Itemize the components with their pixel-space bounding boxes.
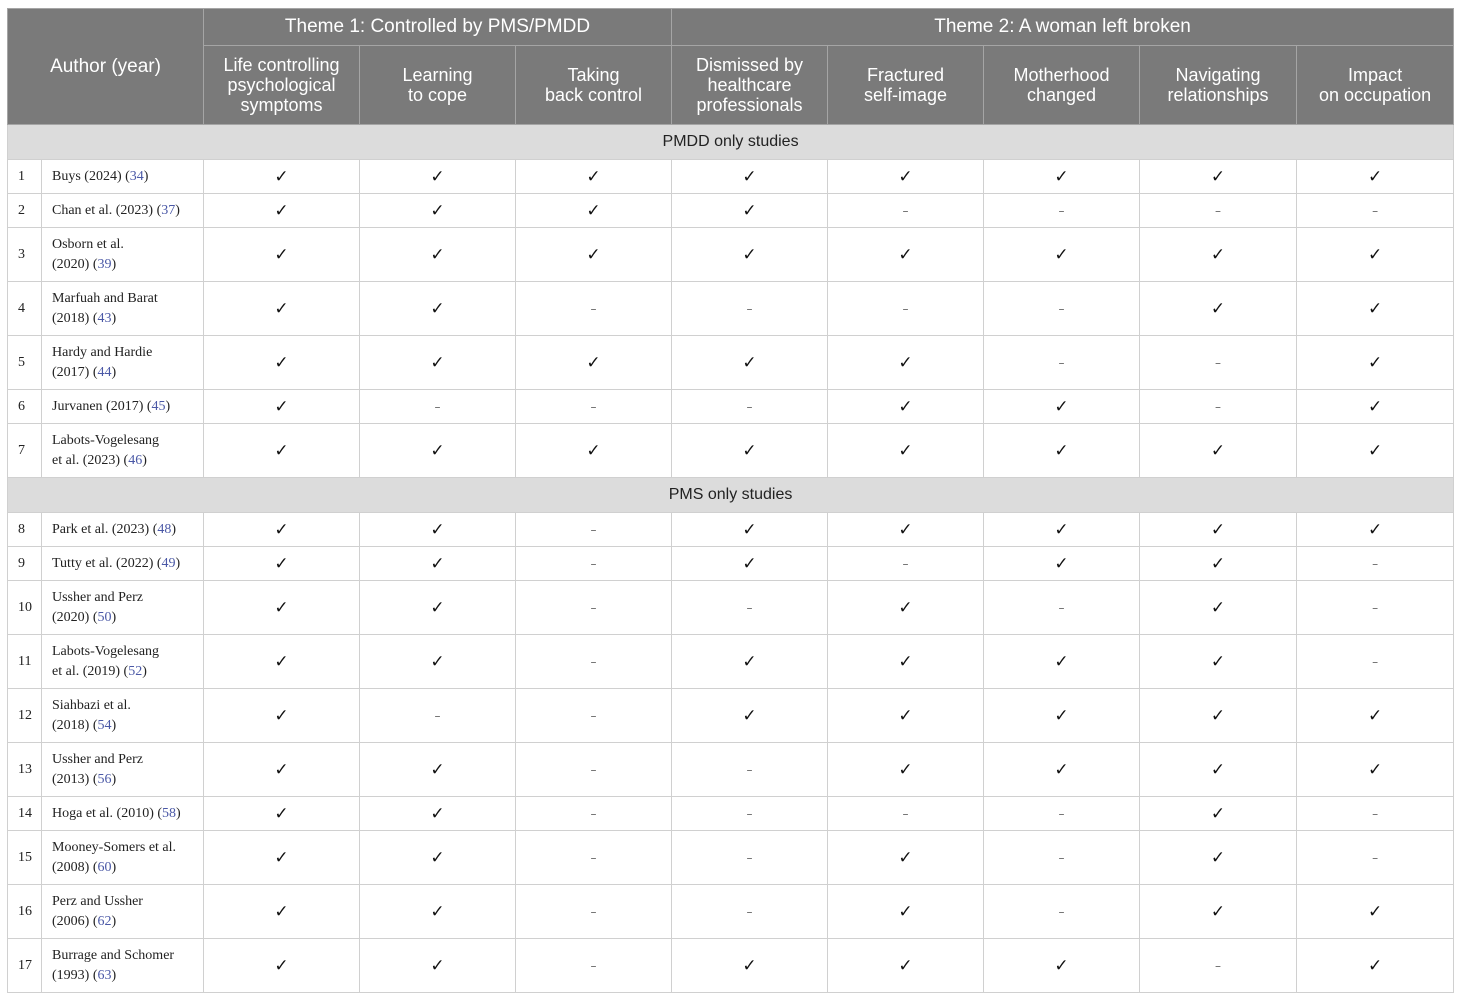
table-row <box>8 228 1454 282</box>
reference-link[interactable]: 58 <box>162 805 177 821</box>
subtheme-header: Learning to cope <box>360 46 516 125</box>
author-cell: Labots-Vogelesang et al. (2023) (46) <box>42 424 204 478</box>
check-mark-icon: ✓ <box>1297 228 1454 282</box>
check-mark-icon: ✓ <box>360 160 516 194</box>
check-mark-icon: ✓ <box>1297 282 1454 336</box>
author-cell: Tutty et al. (2022) (49) <box>42 547 204 581</box>
author-text: Ussher and Perz <box>52 589 143 605</box>
check-mark-icon: ✓ <box>516 336 672 390</box>
dash-mark: – <box>1297 831 1454 885</box>
row-number: 16 <box>8 885 42 939</box>
dash-mark: – <box>516 635 672 689</box>
author-text: Tutty et al. (2022) <box>52 555 154 571</box>
check-mark-icon: ✓ <box>204 424 360 478</box>
author-text: Park et al. (2023) <box>52 521 150 537</box>
dash-mark: – <box>828 547 984 581</box>
check-mark-icon: ✓ <box>984 689 1140 743</box>
check-mark-icon: ✓ <box>204 282 360 336</box>
author-year-header: Author (year) <box>8 9 204 125</box>
author-cell: Jurvanen (2017) (45) <box>42 390 204 424</box>
author-cell: Hoga et al. (2010) (58) <box>42 797 204 831</box>
check-mark-icon: ✓ <box>1297 513 1454 547</box>
table-row <box>8 547 1454 581</box>
reference-link[interactable]: 43 <box>97 310 112 326</box>
check-mark-icon: ✓ <box>204 831 360 885</box>
table-row <box>8 797 1454 831</box>
subtheme-header: Fractured self-image <box>828 46 984 125</box>
check-mark-icon: ✓ <box>828 390 984 424</box>
row-number: 9 <box>8 547 42 581</box>
check-mark-icon: ✓ <box>204 336 360 390</box>
dash-mark: – <box>984 831 1140 885</box>
dash-mark: – <box>516 390 672 424</box>
reference-link[interactable]: 45 <box>151 398 166 414</box>
check-mark-icon: ✓ <box>672 689 828 743</box>
author-text: et al. (2019) <box>52 663 121 679</box>
dash-mark: – <box>828 194 984 228</box>
check-mark-icon: ✓ <box>360 194 516 228</box>
table-row <box>8 336 1454 390</box>
dash-mark: – <box>828 282 984 336</box>
check-mark-icon: ✓ <box>360 797 516 831</box>
dash-mark: – <box>672 743 828 797</box>
author-cell: Chan et al. (2023) (37) <box>42 194 204 228</box>
dash-mark: – <box>516 939 672 993</box>
table-header <box>8 9 1454 125</box>
dash-mark: – <box>1140 194 1297 228</box>
dash-mark: – <box>984 797 1140 831</box>
check-mark-icon: ✓ <box>516 194 672 228</box>
check-mark-icon: ✓ <box>672 160 828 194</box>
author-cell: Mooney-Somers et al. (2008) (60) <box>42 831 204 885</box>
check-mark-icon: ✓ <box>204 547 360 581</box>
author-text: Perz and Ussher <box>52 893 143 909</box>
check-mark-icon: ✓ <box>1140 689 1297 743</box>
check-mark-icon: ✓ <box>360 581 516 635</box>
check-mark-icon: ✓ <box>360 885 516 939</box>
check-mark-icon: ✓ <box>672 513 828 547</box>
row-number: 14 <box>8 797 42 831</box>
dash-mark: – <box>1140 390 1297 424</box>
theme-1-header: Theme 1: Controlled by PMS/PMDD <box>204 9 672 46</box>
check-mark-icon: ✓ <box>516 160 672 194</box>
check-mark-icon: ✓ <box>828 743 984 797</box>
reference-link[interactable]: 34 <box>129 168 144 184</box>
reference-link[interactable]: 56 <box>97 771 112 787</box>
check-mark-icon: ✓ <box>360 513 516 547</box>
subtheme-header: Navigating relationships <box>1140 46 1297 125</box>
check-mark-icon: ✓ <box>204 581 360 635</box>
theme-2-header: Theme 2: A woman left broken <box>672 9 1454 46</box>
reference-link[interactable]: 39 <box>97 256 112 272</box>
dash-mark: – <box>360 689 516 743</box>
table-row <box>8 424 1454 478</box>
row-number: 12 <box>8 689 42 743</box>
author-text: (1993) <box>52 967 90 983</box>
dash-mark: – <box>516 743 672 797</box>
study-theme-table <box>7 8 1454 993</box>
check-mark-icon: ✓ <box>1297 160 1454 194</box>
author-text: Siahbazi et al. <box>52 697 131 713</box>
check-mark-icon: ✓ <box>204 160 360 194</box>
dash-mark: – <box>1297 194 1454 228</box>
check-mark-icon: ✓ <box>1297 424 1454 478</box>
subtheme-header: Taking back control <box>516 46 672 125</box>
reference-link[interactable]: 46 <box>128 452 143 468</box>
check-mark-icon: ✓ <box>828 228 984 282</box>
check-mark-icon: ✓ <box>1140 160 1297 194</box>
reference-link[interactable]: 52 <box>128 663 143 679</box>
dash-mark: – <box>672 390 828 424</box>
check-mark-icon: ✓ <box>1140 282 1297 336</box>
table-row <box>8 390 1454 424</box>
author-cell: Ussher and Perz (2013) (56) <box>42 743 204 797</box>
check-mark-icon: ✓ <box>360 336 516 390</box>
author-cell: Park et al. (2023) (48) <box>42 513 204 547</box>
check-mark-icon: ✓ <box>1140 831 1297 885</box>
check-mark-icon: ✓ <box>204 885 360 939</box>
author-cell: Buys (2024) (34) <box>42 160 204 194</box>
check-mark-icon: ✓ <box>984 635 1140 689</box>
reference-link[interactable]: 49 <box>161 555 176 571</box>
reference-link[interactable]: 62 <box>97 913 112 929</box>
check-mark-icon: ✓ <box>360 743 516 797</box>
check-mark-icon: ✓ <box>828 689 984 743</box>
check-mark-icon: ✓ <box>672 424 828 478</box>
check-mark-icon: ✓ <box>984 743 1140 797</box>
check-mark-icon: ✓ <box>360 939 516 993</box>
section-label: PMS only studies <box>8 478 1454 513</box>
author-text: (2006) <box>52 913 90 929</box>
author-text: Jurvanen (2017) <box>52 398 144 414</box>
check-mark-icon: ✓ <box>984 939 1140 993</box>
check-mark-icon: ✓ <box>1140 743 1297 797</box>
check-mark-icon: ✓ <box>672 635 828 689</box>
reference-link[interactable]: 63 <box>97 967 112 983</box>
check-mark-icon: ✓ <box>360 228 516 282</box>
author-text: Labots-Vogelesang <box>52 643 160 659</box>
reference-link[interactable]: 50 <box>97 609 112 625</box>
reference-link[interactable]: 44 <box>97 364 112 380</box>
check-mark-icon: ✓ <box>828 885 984 939</box>
dash-mark: – <box>516 547 672 581</box>
author-cell: Hardy and Hardie (2017) (44) <box>42 336 204 390</box>
dash-mark: – <box>516 797 672 831</box>
dash-mark: – <box>1297 635 1454 689</box>
table-row <box>8 160 1454 194</box>
check-mark-icon: ✓ <box>1140 228 1297 282</box>
check-mark-icon: ✓ <box>1140 424 1297 478</box>
author-cell: Burrage and Schomer (1993) (63) <box>42 939 204 993</box>
check-mark-icon: ✓ <box>204 228 360 282</box>
check-mark-icon: ✓ <box>204 939 360 993</box>
check-mark-icon: ✓ <box>984 228 1140 282</box>
dash-mark: – <box>828 797 984 831</box>
table-row <box>8 939 1454 993</box>
check-mark-icon: ✓ <box>672 939 828 993</box>
dash-mark: – <box>516 885 672 939</box>
row-number: 3 <box>8 228 42 282</box>
author-cell: Ussher and Perz (2020) (50) <box>42 581 204 635</box>
check-mark-icon: ✓ <box>672 336 828 390</box>
check-mark-icon: ✓ <box>1297 689 1454 743</box>
check-mark-icon: ✓ <box>360 282 516 336</box>
author-text: Mooney-Somers et al. <box>52 839 177 855</box>
author-cell: Siahbazi et al. (2018) (54) <box>42 689 204 743</box>
table-row <box>8 885 1454 939</box>
check-mark-icon: ✓ <box>360 831 516 885</box>
subtheme-header: Life controlling psychological symptoms <box>204 46 360 125</box>
table-row <box>8 743 1454 797</box>
subtheme-header: Dismissed by healthcare professionals <box>672 46 828 125</box>
dash-mark: – <box>1297 581 1454 635</box>
dash-mark: – <box>672 885 828 939</box>
check-mark-icon: ✓ <box>1140 885 1297 939</box>
check-mark-icon: ✓ <box>984 424 1140 478</box>
check-mark-icon: ✓ <box>360 547 516 581</box>
dash-mark: – <box>516 282 672 336</box>
dash-mark: – <box>1297 547 1454 581</box>
check-mark-icon: ✓ <box>516 228 672 282</box>
check-mark-icon: ✓ <box>984 390 1140 424</box>
check-mark-icon: ✓ <box>1140 581 1297 635</box>
author-text: Marfuah and Barat <box>52 290 158 306</box>
author-text: (2020) <box>52 256 90 272</box>
row-number: 11 <box>8 635 42 689</box>
check-mark-icon: ✓ <box>672 194 828 228</box>
dash-mark: – <box>516 513 672 547</box>
author-text: (2020) <box>52 609 90 625</box>
subtheme-header: Motherhood changed <box>984 46 1140 125</box>
dash-mark: – <box>516 581 672 635</box>
check-mark-icon: ✓ <box>204 743 360 797</box>
author-text: Hardy and Hardie <box>52 344 153 360</box>
reference-link[interactable]: 37 <box>161 202 176 218</box>
check-mark-icon: ✓ <box>204 194 360 228</box>
author-text: Chan et al. (2023) <box>52 202 154 218</box>
section-row <box>8 125 1454 160</box>
row-number: 6 <box>8 390 42 424</box>
dash-mark: – <box>984 194 1140 228</box>
row-number: 1 <box>8 160 42 194</box>
dash-mark: – <box>360 390 516 424</box>
table-row <box>8 635 1454 689</box>
dash-mark: – <box>516 831 672 885</box>
study-theme-table-container <box>7 8 1453 993</box>
check-mark-icon: ✓ <box>1297 885 1454 939</box>
check-mark-icon: ✓ <box>828 160 984 194</box>
check-mark-icon: ✓ <box>360 635 516 689</box>
check-mark-icon: ✓ <box>828 424 984 478</box>
check-mark-icon: ✓ <box>204 797 360 831</box>
dash-mark: – <box>672 797 828 831</box>
dash-mark: – <box>516 689 672 743</box>
check-mark-icon: ✓ <box>204 390 360 424</box>
author-text: Burrage and Schomer <box>52 947 175 963</box>
check-mark-icon: ✓ <box>204 689 360 743</box>
check-mark-icon: ✓ <box>516 424 672 478</box>
check-mark-icon: ✓ <box>984 513 1140 547</box>
author-text: (2013) <box>52 771 90 787</box>
table-row <box>8 194 1454 228</box>
table-row <box>8 581 1454 635</box>
check-mark-icon: ✓ <box>1297 743 1454 797</box>
check-mark-icon: ✓ <box>672 547 828 581</box>
check-mark-icon: ✓ <box>828 939 984 993</box>
dash-mark: – <box>984 581 1140 635</box>
dash-mark: – <box>1140 336 1297 390</box>
subtheme-header-row <box>8 46 1454 125</box>
table-row <box>8 689 1454 743</box>
table-row <box>8 282 1454 336</box>
section-label: PMDD only studies <box>8 125 1454 160</box>
author-text: Buys (2024) <box>52 168 122 184</box>
check-mark-icon: ✓ <box>672 228 828 282</box>
check-mark-icon: ✓ <box>828 831 984 885</box>
row-number: 10 <box>8 581 42 635</box>
author-text: Labots-Vogelesang <box>52 432 160 448</box>
check-mark-icon: ✓ <box>828 581 984 635</box>
author-text: Hoga et al. (2010) <box>52 805 154 821</box>
dash-mark: – <box>1140 939 1297 993</box>
reference-link[interactable]: 60 <box>97 859 112 875</box>
check-mark-icon: ✓ <box>828 635 984 689</box>
check-mark-icon: ✓ <box>204 513 360 547</box>
author-cell: Perz and Ussher (2006) (62) <box>42 885 204 939</box>
row-number: 8 <box>8 513 42 547</box>
check-mark-icon: ✓ <box>1140 513 1297 547</box>
dash-mark: – <box>672 831 828 885</box>
check-mark-icon: ✓ <box>984 547 1140 581</box>
author-text: et al. (2023) <box>52 452 121 468</box>
author-text: (2017) <box>52 364 90 380</box>
author-text: Osborn et al. <box>52 236 124 252</box>
table-body <box>8 125 1454 993</box>
table-row <box>8 831 1454 885</box>
section-row <box>8 478 1454 513</box>
author-text: (2008) <box>52 859 90 875</box>
dash-mark: – <box>984 282 1140 336</box>
author-text: Ussher and Perz <box>52 751 143 767</box>
author-text: (2018) <box>52 310 90 326</box>
check-mark-icon: ✓ <box>1297 336 1454 390</box>
author-cell: Labots-Vogelesang et al. (2019) (52) <box>42 635 204 689</box>
check-mark-icon: ✓ <box>1140 797 1297 831</box>
check-mark-icon: ✓ <box>360 424 516 478</box>
row-number: 13 <box>8 743 42 797</box>
theme-header-row <box>8 9 1454 46</box>
check-mark-icon: ✓ <box>204 635 360 689</box>
check-mark-icon: ✓ <box>1297 939 1454 993</box>
author-text: (2018) <box>52 717 90 733</box>
dash-mark: – <box>984 336 1140 390</box>
dash-mark: – <box>672 581 828 635</box>
check-mark-icon: ✓ <box>1297 390 1454 424</box>
dash-mark: – <box>672 282 828 336</box>
check-mark-icon: ✓ <box>828 336 984 390</box>
reference-link[interactable]: 54 <box>97 717 112 733</box>
row-number: 2 <box>8 194 42 228</box>
row-number: 7 <box>8 424 42 478</box>
subtheme-header: Impact on occupation <box>1297 46 1454 125</box>
check-mark-icon: ✓ <box>1140 635 1297 689</box>
check-mark-icon: ✓ <box>984 160 1140 194</box>
reference-link[interactable]: 48 <box>157 521 172 537</box>
row-number: 17 <box>8 939 42 993</box>
row-number: 5 <box>8 336 42 390</box>
check-mark-icon: ✓ <box>1140 547 1297 581</box>
author-cell: Osborn et al. (2020) (39) <box>42 228 204 282</box>
row-number: 15 <box>8 831 42 885</box>
dash-mark: – <box>984 885 1140 939</box>
row-number: 4 <box>8 282 42 336</box>
check-mark-icon: ✓ <box>828 513 984 547</box>
table-row <box>8 513 1454 547</box>
author-cell: Marfuah and Barat (2018) (43) <box>42 282 204 336</box>
dash-mark: – <box>1297 797 1454 831</box>
